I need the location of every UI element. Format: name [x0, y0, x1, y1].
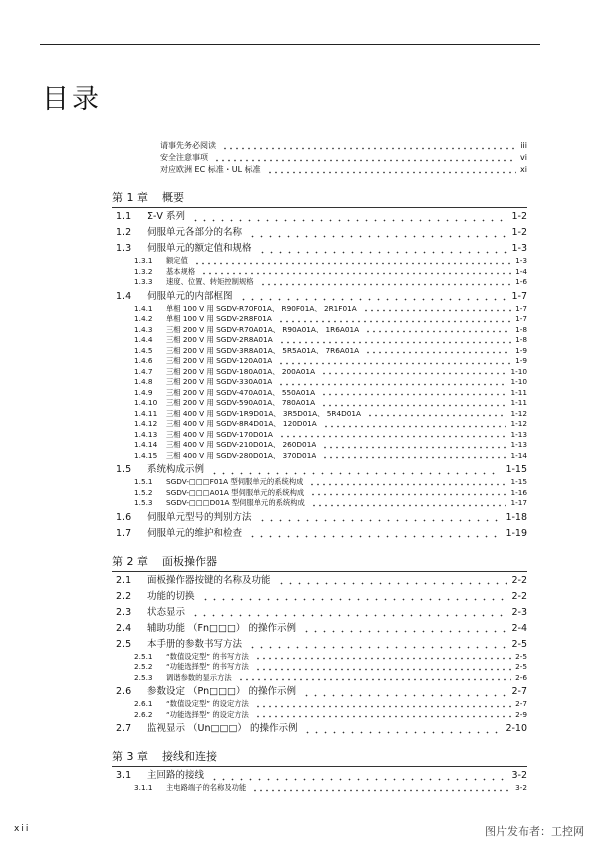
entry-page: 2-10 — [505, 723, 527, 734]
toc-entry[interactable] — [112, 210, 527, 224]
toc-entry[interactable] — [112, 488, 527, 499]
chapter-title: 接线和连接 — [162, 750, 217, 763]
dot-leader — [220, 140, 516, 152]
toc-entry[interactable] — [112, 398, 527, 409]
chapter-title: 面板操作器 — [162, 554, 217, 568]
entry-page: 1-2 — [511, 211, 527, 222]
entry-number: 2.6.2 — [134, 709, 153, 719]
entry-page: 1-4 — [515, 266, 527, 276]
entry-number: 2.1 — [116, 574, 132, 586]
toc-entry[interactable] — [112, 290, 527, 304]
dot-leader — [256, 511, 502, 525]
toc-entry[interactable] — [112, 769, 527, 783]
toc-entry[interactable] — [112, 606, 527, 620]
entry-number: 2.5.3 — [134, 672, 153, 682]
toc-entry[interactable] — [112, 242, 527, 256]
entry-page: 1-12 — [510, 408, 527, 418]
toc-entry[interactable] — [112, 409, 527, 420]
toc-entry[interactable] — [112, 388, 527, 399]
entry-title: Σ-V 系列 — [147, 211, 185, 222]
entry-number: 1.4.14 — [134, 440, 158, 449]
entry-page: 1-10 — [510, 377, 527, 386]
entry-number: 1.4.2 — [134, 314, 153, 323]
entry-number: 3.1.1 — [134, 783, 153, 792]
toc-entry[interactable] — [112, 673, 527, 684]
entry-number: 1.4.6 — [134, 356, 153, 365]
front-matter-entry[interactable] — [160, 152, 527, 164]
entry-page: 1-13 — [510, 440, 527, 449]
toc-entry[interactable] — [112, 419, 527, 430]
entry-page: 1-7 — [515, 303, 527, 313]
entry-page: vi — [520, 153, 527, 162]
entry-page: 1-3 — [511, 243, 527, 254]
dot-leader — [320, 451, 506, 462]
entry-number: 2.6.1 — [134, 699, 153, 708]
entry-number: 1.4.12 — [134, 419, 158, 428]
toc-entry[interactable] — [112, 685, 527, 699]
dot-leader — [300, 622, 508, 636]
chapter-rule — [112, 207, 527, 208]
entry-page: 1-12 — [510, 419, 527, 428]
toc-entry[interactable] — [112, 314, 527, 325]
entry-title: 三相 400 V 用 SGDV-210D01A、 260D01A — [166, 440, 317, 449]
entry-title: 三相 200 V 用 SGDV-R70A01A、 R90A01A、 1R6A01A — [166, 324, 360, 334]
entry-number: 3.1 — [116, 770, 132, 781]
entry-page: 1-9 — [515, 356, 527, 365]
toc-entry[interactable] — [112, 451, 527, 462]
entry-page: 3-2 — [511, 770, 527, 781]
entry-number: 1.4.13 — [134, 429, 158, 439]
entry-page: 2-7 — [515, 699, 527, 708]
entry-number: 1.7 — [116, 527, 132, 539]
entry-title: “功能选择型” 的书写方法 — [166, 662, 249, 671]
entry-title: 三相 400 V 用 SGDV-8R4D01A、 120D01A — [166, 419, 317, 428]
dot-leader — [361, 304, 511, 315]
dot-leader — [258, 277, 512, 288]
entry-number: 1.4.15 — [134, 450, 158, 460]
entry-title: “数值设定型” 的设定方法 — [166, 699, 249, 708]
entry-title: 额定值 — [166, 256, 188, 265]
entry-page: 2-3 — [511, 606, 527, 618]
entry-page: 1-18 — [505, 511, 527, 523]
toc-entry[interactable] — [112, 226, 527, 240]
dot-leader — [246, 226, 507, 240]
entry-page: 3-2 — [515, 783, 527, 792]
entry-page: 2-5 — [515, 651, 527, 661]
entry-title: “功能选择型” 的设定方法 — [166, 709, 249, 719]
front-matter-list — [160, 140, 527, 176]
entry-title: 安全注意事项 — [160, 153, 208, 162]
entry-number: 2.5.2 — [134, 662, 153, 671]
page-title: 目录 — [42, 84, 102, 115]
entry-title: 三相 200 V 用 SGDV-2R8A01A — [166, 335, 273, 344]
entry-title: 三相 400 V 用 SGDV-1R9D01A、 3R5D01A、 5R4D01A — [166, 408, 362, 418]
entry-number: 1.3 — [116, 243, 132, 254]
entry-number: 1.5.3 — [134, 498, 153, 507]
entry-title: 面板操作器按键的名称及功能 — [147, 574, 271, 586]
toc-entry[interactable] — [112, 477, 527, 488]
table-of-contents — [112, 190, 527, 794]
entry-number: 2.5 — [116, 638, 132, 650]
entry-title: 本手册的参数书写方法 — [147, 638, 243, 650]
entry-number: 1.4.10 — [134, 398, 158, 407]
dot-leader — [301, 722, 501, 736]
entry-number: 1.4.7 — [134, 366, 153, 376]
entry-title: 三相 200 V 用 SGDV-120A01A — [166, 356, 273, 365]
entry-title: 参数设定 （Pn□□□） 的操作示例 — [147, 686, 297, 697]
dot-leader — [308, 488, 506, 499]
entry-title: SGDV-□□□A01A 型伺服单元的系统构成 — [166, 487, 305, 497]
dot-leader — [276, 377, 506, 388]
entry-number: 2.2 — [116, 590, 132, 602]
entry-number: 1.4.4 — [134, 335, 153, 344]
dot-leader — [300, 685, 507, 699]
chapter-number: 第 1 章 — [112, 191, 148, 204]
dot-leader — [319, 398, 506, 409]
toc-entry[interactable] — [112, 722, 527, 736]
entry-number: 1.4.8 — [134, 377, 153, 386]
dot-leader — [246, 638, 507, 652]
dot-leader — [253, 699, 511, 710]
entry-page: 1-2 — [511, 227, 527, 238]
entry-title: 三相 200 V 用 SGDV-330A01A — [166, 377, 273, 386]
chapter-number: 第 2 章 — [112, 554, 148, 568]
toc-entry[interactable] — [112, 662, 527, 673]
toc-entry[interactable] — [112, 527, 527, 541]
entry-title: 单相 100 V 用 SGDV-2R8F01A — [166, 314, 272, 323]
dot-leader — [307, 477, 506, 488]
entry-page: 1-7 — [511, 290, 527, 302]
toc-entry[interactable] — [112, 256, 527, 267]
entry-page: 1-10 — [510, 366, 527, 376]
entry-title: 三相 400 V 用 SGDV-170D01A — [166, 429, 273, 439]
entry-title: 三相 200 V 用 SGDV-470A01A、 550A01A — [166, 387, 316, 397]
entry-number: 2.6 — [116, 686, 132, 697]
dot-leader — [208, 463, 501, 477]
toc-entry[interactable] — [112, 277, 527, 288]
entry-title: 对应欧洲 EC 标准・UL 标准 — [160, 165, 261, 174]
dot-leader — [277, 335, 511, 346]
dot-leader — [319, 388, 506, 399]
dot-leader — [246, 527, 501, 541]
entry-title: 伺服单元各部分的名称 — [147, 227, 243, 238]
entry-page: 2-9 — [515, 709, 527, 719]
entry-number: 1.5.2 — [134, 487, 153, 497]
chapter-rule — [112, 571, 527, 572]
toc-entry[interactable] — [112, 325, 527, 336]
dot-leader — [321, 419, 507, 430]
dot-leader — [253, 662, 511, 673]
entry-page: 1-8 — [515, 324, 527, 334]
chapter-title: 概要 — [162, 191, 184, 204]
entry-page: 2-6 — [515, 672, 527, 682]
dot-leader — [276, 314, 511, 325]
toc-entry[interactable] — [112, 652, 527, 663]
entry-page: xi — [520, 165, 527, 174]
toc-entry[interactable] — [112, 511, 527, 525]
dot-leader — [253, 710, 511, 721]
toc-entry[interactable] — [112, 346, 527, 357]
toc-entry[interactable] — [112, 304, 527, 315]
entry-number: 1.4.3 — [134, 324, 153, 334]
dot-leader — [276, 356, 511, 367]
entry-title: 状态显示 — [147, 606, 186, 618]
dot-leader — [199, 267, 511, 278]
entry-title: 伺服单元的内部框图 — [147, 290, 233, 302]
front-matter-entry[interactable] — [160, 164, 527, 176]
toc-entry[interactable] — [112, 574, 527, 588]
entry-number: 1.4.11 — [134, 408, 158, 418]
toc-entry[interactable] — [112, 699, 527, 710]
entry-number: 1.1 — [116, 211, 132, 222]
toc-entry[interactable] — [112, 356, 527, 367]
entry-title: 辅助功能 （Fn□□□） 的操作示例 — [147, 622, 296, 634]
entry-title: SGDV-□□□F01A 型伺服单元的系统构成 — [166, 477, 304, 486]
entry-page: 1-17 — [510, 498, 527, 507]
entry-page: 1-19 — [505, 527, 527, 539]
entry-page: 1-9 — [515, 345, 527, 355]
entry-title: 主回路的接线 — [147, 770, 205, 781]
dot-leader — [265, 164, 516, 176]
page-number: xii — [14, 824, 31, 834]
dot-leader — [363, 346, 511, 357]
toc-entry[interactable] — [112, 430, 527, 441]
toc-entry[interactable] — [112, 440, 527, 451]
entry-page: 1-15 — [510, 477, 527, 486]
entry-page: 1-11 — [510, 398, 527, 407]
chapter-heading — [112, 190, 527, 206]
toc-entry[interactable] — [112, 463, 527, 477]
toc-entry[interactable] — [112, 377, 527, 388]
entry-page: 1-8 — [515, 335, 527, 344]
entry-number: 1.2 — [116, 227, 132, 238]
entry-number: 2.4 — [116, 622, 132, 634]
toc-entry[interactable] — [112, 335, 527, 346]
watermark: 图片发布者：工控网 — [485, 825, 584, 838]
entry-number: 1.4 — [116, 290, 132, 302]
entry-number: 1.5.1 — [134, 477, 153, 486]
entry-title: 伺服单元的额定值和规格 — [147, 243, 252, 254]
dot-leader — [277, 430, 507, 441]
entry-title: 功能的切换 — [147, 590, 195, 602]
entry-page: 1-14 — [510, 450, 527, 460]
entry-number: 1.3.1 — [134, 256, 153, 265]
toc-entry[interactable] — [112, 498, 527, 509]
entry-number: 2.7 — [116, 723, 132, 734]
entry-number: 1.3.3 — [134, 277, 153, 286]
dot-leader — [192, 256, 511, 267]
entry-title: 速度、位置、转矩控制规格 — [166, 277, 254, 286]
entry-page: 1-13 — [510, 429, 527, 439]
entry-page: 1-3 — [515, 256, 527, 265]
toc-entry[interactable] — [112, 267, 527, 278]
entry-page: 1-15 — [505, 464, 527, 475]
entry-title: 三相 200 V 用 SGDV-3R8A01A、 5R5A01A、 7R6A01A — [166, 345, 360, 355]
entry-title: 三相 200 V 用 SGDV-180A01A、 200A01A — [166, 366, 316, 376]
dot-leader — [309, 498, 507, 509]
dot-leader — [199, 590, 508, 604]
entry-number: 1.5 — [116, 464, 132, 475]
entry-page: 1-11 — [510, 387, 527, 397]
chapter-heading — [112, 749, 527, 765]
toc-entry[interactable] — [112, 622, 527, 636]
entry-title: 单相 100 V 用 SGDV-R70F01A、 R90F01A、 2R1F01A — [166, 303, 357, 313]
front-matter-entry[interactable] — [160, 140, 527, 152]
toc-entry[interactable] — [112, 590, 527, 604]
entry-page: 1-16 — [510, 487, 527, 497]
entry-title: 伺服单元的维护和检查 — [147, 527, 243, 539]
entry-title: 监视显示 （Un□□□） 的操作示例 — [147, 723, 298, 734]
entry-number: 1.6 — [116, 511, 132, 523]
entry-title: 主电路端子的名称及功能 — [166, 783, 247, 792]
dot-leader — [275, 574, 508, 588]
chapter-number: 第 3 章 — [112, 750, 148, 763]
entry-number: 2.5.1 — [134, 651, 153, 661]
entry-page: iii — [520, 141, 527, 150]
entry-title: 三相 200 V 用 SGDV-590A01A、 780A01A — [166, 398, 316, 407]
toc-entry[interactable] — [112, 710, 527, 721]
entry-number: 2.3 — [116, 606, 132, 618]
dot-leader — [189, 606, 507, 620]
toc-entry[interactable] — [112, 367, 527, 378]
toc-entry[interactable] — [112, 783, 527, 794]
entry-page: 2-4 — [511, 622, 527, 634]
entry-number: 1.3.2 — [134, 266, 153, 276]
entry-title: 系统构成示例 — [147, 464, 205, 475]
entry-title: 基本规格 — [166, 266, 196, 276]
entry-title: 伺服单元型号的判别方法 — [147, 511, 252, 523]
header-rule — [40, 44, 540, 45]
entry-title: 请事先务必阅读 — [160, 141, 216, 150]
chapter-heading — [112, 554, 527, 570]
entry-number: 1.4.9 — [134, 387, 153, 397]
entry-page: 2-2 — [511, 574, 527, 586]
dot-leader — [320, 440, 506, 451]
chapter-rule — [112, 766, 527, 767]
dot-leader — [256, 242, 508, 256]
entry-page: 2-5 — [511, 638, 527, 650]
dot-leader — [208, 769, 507, 783]
dot-leader — [212, 152, 516, 164]
entry-title: “数值设定型” 的书写方法 — [166, 651, 249, 661]
entry-page: 1-7 — [515, 314, 527, 323]
entry-page: 2-5 — [515, 662, 527, 671]
toc-entry[interactable] — [112, 638, 527, 652]
dot-leader — [319, 367, 506, 378]
entry-number: 1.4.5 — [134, 345, 153, 355]
entry-page: 1-6 — [515, 277, 527, 286]
entry-title: 三相 400 V 用 SGDV-280D01A、 370D01A — [166, 450, 317, 460]
dot-leader — [250, 783, 511, 794]
dot-leader — [365, 409, 506, 420]
dot-leader — [363, 325, 511, 336]
entry-number: 1.4.1 — [134, 303, 153, 313]
entry-page: 2-7 — [511, 686, 527, 697]
entry-page: 2-2 — [511, 590, 527, 602]
dot-leader — [237, 290, 508, 304]
dot-leader — [253, 652, 511, 663]
entry-title: SGDV-□□□D01A 型伺服单元的系统构成 — [166, 498, 305, 507]
entry-title: 调谐参数的显示方法 — [166, 672, 232, 682]
dot-leader — [236, 673, 511, 684]
dot-leader — [189, 210, 508, 224]
